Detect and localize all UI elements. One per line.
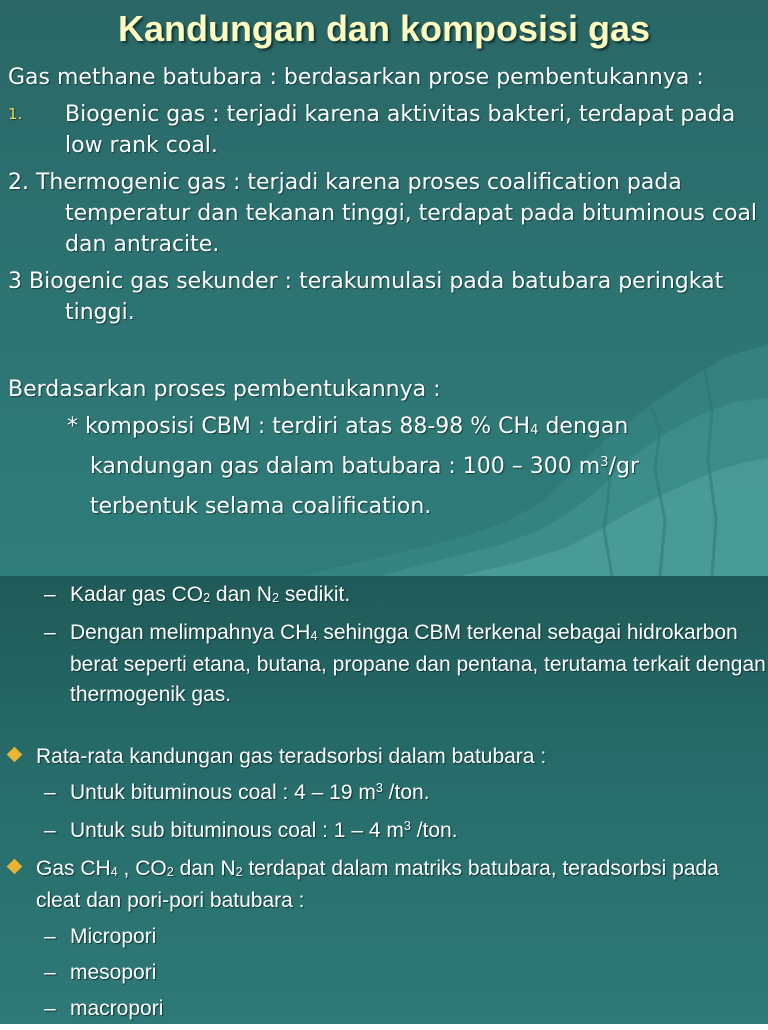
dash-item-2	[0, 618, 768, 710]
composition-line-2-text: kandungan gas dalam batubara : 100 – 300 m	[90, 454, 601, 479]
dash-item-1-text-a: Kadar gas CO	[70, 583, 204, 606]
dash-item-7	[0, 994, 768, 1024]
composition-text-a: * komposisi CBM : terdiri atas 88-98 % CH	[67, 414, 531, 439]
dash-item-4-text-a: Untuk sub bituminous coal : 1 – 4 m	[70, 819, 404, 842]
dash-marker: –	[44, 997, 56, 1020]
composition-unit: /gr	[608, 454, 639, 479]
composition-line-1	[8, 411, 763, 445]
bullet-item-2-text-a: Gas CH	[36, 857, 111, 880]
bullet-item-2-text-b: , CO	[117, 857, 167, 880]
dash-item-1-text-b: dan N	[210, 583, 272, 606]
spacer	[0, 716, 768, 742]
composition-line-2	[8, 451, 763, 485]
dash-marker: –	[44, 583, 56, 606]
bullet-item-1	[0, 742, 768, 772]
bullet-item-2	[0, 854, 768, 916]
list-item-3: 3 Biogenic gas sekunder : terakumulasi pada batubara peringkat tinggi.	[8, 269, 724, 325]
subscript: 2	[203, 590, 211, 605]
dash-marker: –	[44, 961, 56, 984]
superscript: 3	[375, 781, 383, 796]
dash-marker: –	[44, 781, 56, 804]
section-heading: Berdasarkan proses pembentukannya :	[8, 377, 441, 402]
dash-marker: –	[44, 925, 56, 948]
bottom-text-block	[0, 580, 768, 1030]
dash-item-2-text-a: Dengan melimpahnya CH	[70, 621, 311, 644]
subscript: 2	[235, 864, 243, 879]
dash-item-1-text-c: sedikit.	[278, 583, 351, 606]
dash-item-4	[0, 816, 768, 848]
dash-item-2-text-b: sehingga CBM terkenal sebagai hidrokarbon berat seperti etana, butana, propane dan pentana, terutama terkait dengan thermogenik gas.	[70, 621, 766, 706]
top-text-block	[8, 62, 763, 522]
dash-item-1	[0, 580, 768, 612]
list-item-1	[8, 99, 763, 161]
dash-item-6-text: mesopori	[70, 961, 157, 984]
intro-paragraph: Gas methane batubara : berdasarkan prose pembentukannya :	[8, 65, 704, 90]
subscript: 2	[166, 864, 174, 879]
diamond-bullet-icon	[7, 859, 23, 875]
diamond-bullet-icon	[7, 747, 23, 763]
superscript: 3	[403, 819, 411, 834]
list-item-2: 2. Thermogenic gas : terjadi karena proses coalification pada temperatur dan tekanan tinggi, terdapat pada bituminous coal dan antracite.	[8, 170, 758, 257]
list-number-1: 1.	[8, 105, 23, 123]
bullet-item-2-text-d: terdapat dalam matriks batubara, teradsorbsi pada cleat dan pori-pori batubara :	[36, 857, 719, 912]
dash-marker: –	[44, 819, 56, 842]
dash-item-3-text-a: Untuk bituminous coal : 4 – 19 m	[70, 781, 376, 804]
dash-item-5-text: Micropori	[70, 925, 157, 948]
bullet-item-1-text: Rata-rata kandungan gas teradsorbsi dalam batubara :	[36, 745, 547, 768]
dash-item-3	[0, 778, 768, 810]
composition-text-b: dengan	[538, 414, 629, 439]
subscript: 2	[271, 590, 279, 605]
dash-item-3-text-b: /ton.	[382, 781, 430, 804]
dash-item-6	[0, 958, 768, 988]
dash-item-4-text-b: /ton.	[410, 819, 458, 842]
composition-line-3: terbentuk selama coalification.	[90, 494, 432, 519]
dash-item-5	[0, 922, 768, 952]
subscript: 4	[310, 628, 318, 643]
spacer	[8, 334, 763, 374]
bullet-item-2-text-c: dan N	[173, 857, 236, 880]
list-item-1-text: Biogenic gas : terjadi karena aktivitas bakteri, terdapat pada low rank coal.	[65, 102, 736, 158]
slide-title: Kandungan dan komposisi gas	[117, 8, 651, 49]
ch4-subscript: 4	[530, 422, 539, 438]
subscript: 4	[110, 864, 118, 879]
dash-marker: –	[44, 621, 56, 644]
m3-superscript: 3	[600, 454, 609, 470]
dash-item-7-text: macropori	[70, 997, 164, 1020]
